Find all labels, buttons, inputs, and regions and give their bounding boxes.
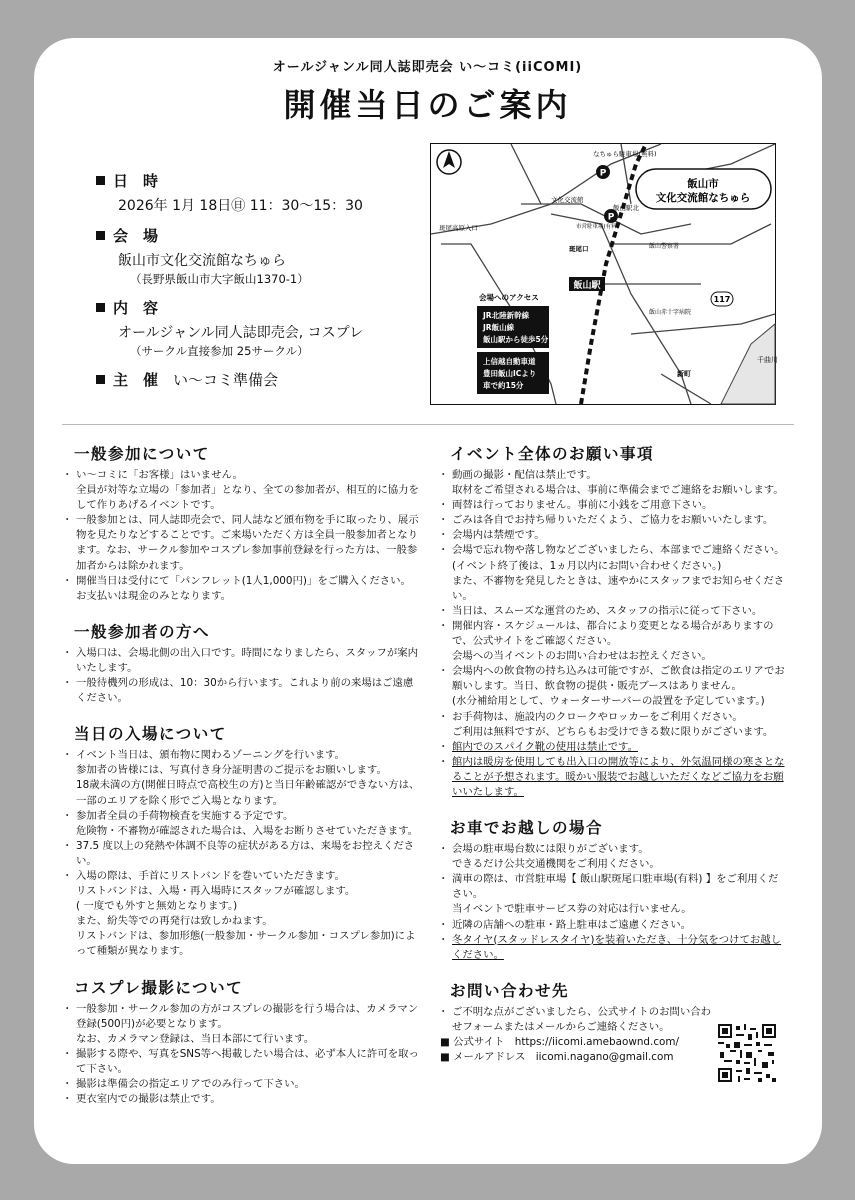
event-info <box>96 170 416 390</box>
list-item: ・ ごみは各自でお持ち帰りいただくよう、ご協力をお願いいたします。 <box>436 513 786 528</box>
list-item: ・ 会場内は禁煙です。 <box>436 528 786 543</box>
venue-address: （長野県飯山市大字飯山1370-1） <box>130 272 309 286</box>
email-link[interactable]: iicomi.nagano@gmail.com <box>535 1051 674 1063</box>
section-title: 一般参加者の方へ <box>74 622 211 641</box>
item-list <box>60 646 420 706</box>
date-value: 2026年 1月 18日㊐ 11：30〜15：30 <box>118 198 363 214</box>
map-station-lot: 斑尾口 <box>569 245 589 253</box>
list-item: ・ 参加者全員の手荷物検査を実施する予定です。 危険物・不審物が確認された場合は、入場をお断りさせていただきます。 <box>60 809 420 839</box>
list-item: ・ 37.5 度以上の発熱や体調不良等の症状がある方は、来場をお控えください。 <box>60 839 420 869</box>
content-note: （サークル直接参加 25サークル） <box>130 344 309 358</box>
list-item: ・ 撮影する際や、写真をSNS等へ掲載したい場合は、必ず本人に許可を取って下さい。 <box>60 1047 420 1077</box>
page-title: 開催当日のご案内 <box>283 86 572 124</box>
car-access-section <box>436 816 786 963</box>
list-item: ・ 冬タイヤ(スタッドレスタイヤ)を装着いただき、十分気をつけてお越しください。 <box>436 933 786 963</box>
access-car-1: 上信越自動車道 <box>483 357 536 366</box>
date-label: 日 時 <box>96 170 416 191</box>
list-item: ・ お手荷物は、施設内のクロークやロッカーをご利用ください。 ご利用は無料ですが、どちらもお受けできる数に限りがございます。 <box>436 710 786 740</box>
content-label: 内 容 <box>96 297 416 318</box>
list-item: ・ 当日は、スムーズな運営のため、スタッフの指示に従って下さい。 <box>436 604 786 619</box>
list-item: ・ イベント当日は、頒布物に関わるゾーニングを行います。 参加者の皆様には、写真付き身分証明書のご提示をお願いします。 18歳未満の方(開催日時点で高校生の方)と当日年齢確認ができない方は、一部のエリアを除く形でご入場となります。 <box>60 748 420 808</box>
map-shinmachi: 新町 <box>677 370 691 378</box>
list-item: ・ 一般待機列の形成は、10：30から行います。これより前の来場はご遠慮ください。 <box>60 676 420 706</box>
list-item: ・ ご不明な点がございましたら、公式サイトのお問い合わせフォームまたはメールからご連絡ください。 <box>436 1005 716 1035</box>
section-title: 一般参加について <box>74 445 210 463</box>
email-row: ■ メールアドレス iicomi.nagano@gmail.com <box>440 1051 674 1063</box>
map-culture-label: 文化交流館 <box>551 196 584 204</box>
access-train-1: JR北陸新幹線 <box>483 311 530 320</box>
host-row: 主 催 い〜コミ準備会 <box>96 369 416 390</box>
list-item: ・ 近隣の店舗への駐車・路上駐車はご遠慮ください。 <box>436 918 786 933</box>
svg-text:117: 117 <box>713 295 731 304</box>
entry-section <box>60 722 420 959</box>
list-item: ・ い〜コミに「お客様」はいません。 全員が対等な立場の「参加者」となり、全ての参加者が、相互的に協力をして作りあげるイベントです。 <box>60 468 420 513</box>
section-title: コスプレ撮影について <box>74 978 244 997</box>
list-item: ・ 館内でのスパイク靴の使用は禁止です。 <box>436 740 786 755</box>
content-value: オールジャンル同人誌即売会, コスプレ <box>118 325 364 341</box>
item-list <box>436 842 786 963</box>
access-title: 会場へのアクセス <box>479 293 539 302</box>
item-list <box>60 748 420 959</box>
event-subtitle: オールジャンル同人誌即売会 い〜コミ(iiCOMI) <box>272 60 583 75</box>
general-participants-section <box>60 620 420 706</box>
list-item: ・ 動画の撮影・配信は禁止です。 取材をご希望される場合は、事前に準備会までご連絡をお願いします。 <box>436 468 786 498</box>
qr-code-icon[interactable] <box>718 1024 776 1082</box>
list-item: ・ 更衣室内での撮影は禁止です。 <box>60 1092 420 1107</box>
item-list <box>436 468 786 800</box>
official-site-link[interactable]: https://iicomi.amebaownd.com/ <box>514 1036 680 1048</box>
right-column <box>436 442 786 1081</box>
item-list <box>436 1005 716 1035</box>
list-item: ・ 館内は暖房を使用しても出入口の開放等により、外気温同様の寒さとなることが予想されます。暖かい服装でお越しいただくなどご協力をお願いいたします。 <box>436 755 786 800</box>
access-train-2: JR飯山線 <box>483 323 515 332</box>
item-list <box>60 468 420 604</box>
list-item: ・ 満車の際は、市営駐車場【 飯山駅斑尾口駐車場(有料) 】をご利用ください。 当イベントで駐車サービス券の対応は行いません。 <box>436 872 786 917</box>
access-train-3: 飯山駅から徒歩5分 <box>483 335 549 344</box>
list-item: ・ 一般参加・サークル参加の方がコスプレの撮影を行う場合は、カメラマン登録(500円)が必要となります。 なお、カメラマン登録は、当日本部にて行います。 <box>60 1002 420 1047</box>
venue-label: 会 場 <box>96 225 416 246</box>
map-station-north: 飯山駅北 <box>613 204 639 212</box>
list-item: ・ 両替は行っておりません。事前に小銭をご用意下さい。 <box>436 498 786 513</box>
access-car-2: 豊田飯山ICより <box>483 369 537 378</box>
svg-text:P: P <box>599 168 607 179</box>
parking-icon <box>596 165 610 179</box>
section-title: 当日の入場について <box>74 725 227 744</box>
map-venue-name-1: 飯山市 <box>687 178 719 190</box>
section-title: お車でお越しの場合 <box>450 819 604 838</box>
north-arrow-icon <box>437 150 461 174</box>
list-item: ・ 会場で忘れ物や落し物などございましたら、本部までご連絡ください。 (イベント終了後は、1ヵ月以内にお問い合わせください。) また、不審物を発見したときは、速やかにスタッフまでお知らせください。 <box>436 543 786 603</box>
map-drawing <box>431 144 778 404</box>
venue-value: 飯山市文化交流館なちゅら <box>118 253 286 269</box>
svg-text:P: P <box>607 212 615 223</box>
list-item: ・ 開催当日は受付にて「パンフレット(1人1,000円)」をご購入ください。お支払いは現金のみとなります。 <box>60 574 420 604</box>
access-car-3: 車で約15分 <box>483 381 524 390</box>
route-117-icon <box>711 292 733 306</box>
list-item: ・ 入場口は、会場北側の出入口です。時間になりましたら、スタッフが案内いたします。 <box>60 646 420 676</box>
access-map <box>430 143 776 405</box>
list-item: ・ 会場内への飲食物の持ち込みは可能ですが、ご飲食は指定のエリアでお願いします。当日、飲食物の提供・販売ブースはありません。 (水分補給用として、ウォーターサーバーの設置を予定しています。) <box>436 664 786 709</box>
list-item: ・ 開催内容・スケジュールは、都合により変更となる場合がありますので、公式サイトをご確認ください。 会場への当イベントのお問い合わせはお控えください。 <box>436 619 786 664</box>
event-requests-section <box>436 442 786 800</box>
list-item: ・ 撮影は準備会の指定エリアでのみ行って下さい。 <box>60 1077 420 1092</box>
section-title: お問い合わせ先 <box>450 981 570 1000</box>
list-item: ・ 入場の際は、手首にリストバンドを巻いていただきます。 リストバンドは、入場・再入場時にスタッフが確認します。 ( 一度でも外すと無効となります。) また、紛失等での再発行は致しかねます。 リストバンドは、参加形態(一般参加・サークル参加・コスプレ参加)によって種類が異なります。 <box>60 869 420 960</box>
general-participation-section <box>60 442 420 604</box>
section-title: イベント全体のお願い事項 <box>450 445 655 463</box>
item-list <box>60 1002 420 1108</box>
list-item: ・ 会場の駐車場台数には限りがございます。 できるだけ公共交通機関をご利用ください。 <box>436 842 786 872</box>
left-column <box>60 442 420 1123</box>
map-station-name: 飯山駅 <box>573 281 601 291</box>
map-west-entrance: 斑尾高原入口 <box>439 224 478 232</box>
map-lot-label: 市営駐車場(有料) <box>576 224 619 230</box>
section-divider <box>62 424 794 425</box>
map-parking-label: なちゅら駐車場(無料) <box>593 150 657 158</box>
map-river-label: 千曲川 <box>757 356 778 364</box>
map-police-label: 飯山警察署 <box>649 243 680 250</box>
list-item: ・ 一般参加とは、同人誌即売会で、同人誌など頒布物を手に取ったり、展示物を見たりなどすることです。ご来場いただく方は全員一般参加者となります。なお、サークル参加やコスプレ参加事前登録を行った方は、一般参加者からは除かれます。 <box>60 513 420 573</box>
official-site-row: ■ 公式サイト https://iicomi.amebaownd.com/ <box>440 1036 680 1048</box>
map-hospital-label: 飯山赤十字病院 <box>649 309 692 316</box>
map-venue-name-2: 文化交流館なちゅら <box>655 192 751 204</box>
cosplay-photo-section <box>60 976 420 1108</box>
